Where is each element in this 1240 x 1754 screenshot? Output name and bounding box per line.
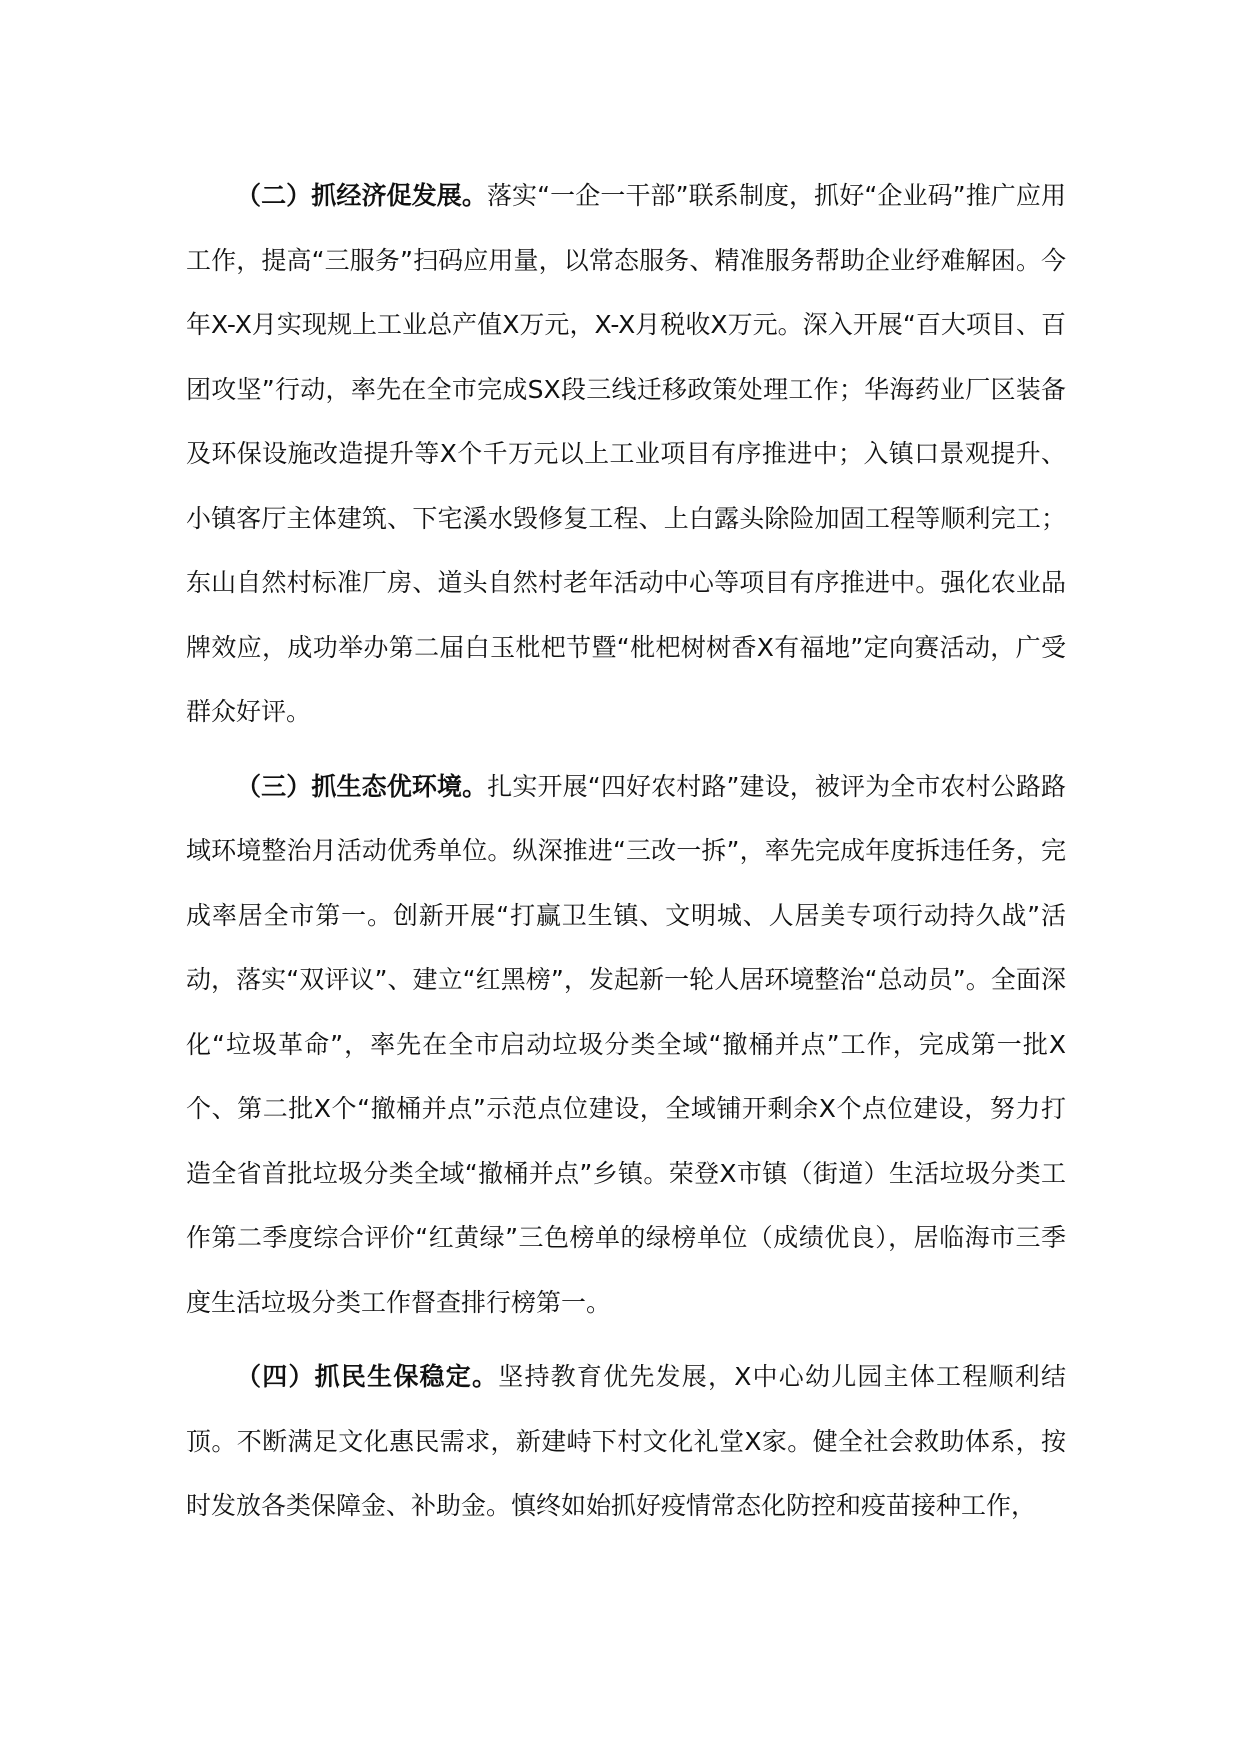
paragraph-text: 落实“一企一干部”联系制度，抓好“企业码”推广应用工作，提高“三服务”扫码应用量，以常态服务、精准服务帮助企业纾难解困。今年X-X月实现规上工业总产值X万元，X-X月税收X万元。深入开展“百大项目、百团攻坚”行动，率先在全市完成SX段三线迁移政策处理工作；华海药业厂区装备及环保设施改造提升等X个千万元以上工业项目有序推进中；入镇口景观提升、小镇客厅主体建筑、下宅溪水毁修复工程、上白露头除险加固工程等顺利完工；东山自然村标准厂房、道头自然村老年活动中心等项目有序推进中。强化农业品牌效应，成功举办第二届白玉枇杷节暨“枇杷树树香X有福地”定向赛活动，广受群众好评。	[186, 181, 1066, 726]
paragraph-livelihood	[186, 1345, 1066, 1539]
document-body	[186, 164, 1066, 1549]
paragraph-text: 坚持教育优先发展，X中心幼儿园主体工程顺利结顶。不断满足文化惠民需求，新建峙下村文化礼堂X家。健全社会救助体系，按时发放各类保障金、补助金。慎终如始抓好疫情常态化防控和疫苗接种工作，	[186, 1362, 1066, 1520]
paragraph-heading: （三）抓生态优环境。	[236, 771, 488, 801]
paragraph-ecology	[186, 755, 1066, 1336]
paragraph-heading: （四）抓民生保稳定。	[236, 1362, 499, 1391]
paragraph-heading: （二）抓经济促发展。	[236, 181, 487, 210]
paragraph-economy	[186, 164, 1066, 745]
paragraph-text: 扎实开展“四好农村路”建设，被评为全市农村公路路域环境整治月活动优秀单位。纵深推进“三改一拆”，率先完成年度拆违任务，完成率居全市第一。创新开展“打赢卫生镇、文明城、人居美专项行动持久战”活动，落实“双评议”、建立“红黑榜”，发起新一轮人居环境整治“总动员”。全面深化“垃圾革命”，率先在全市启动垃圾分类全域“撤桶并点”工作，完成第一批X个、第二批X个“撤桶并点”示范点位建设，全域铺开剩余X个点位建设，努力打造全省首批垃圾分类全域“撤桶并点”乡镇。荣登X市镇（街道）生活垃圾分类工作第二季度综合评价“红黄绿”三色榜单的绿榜单位（成绩优良），居临海市三季度生活垃圾分类工作督查排行榜第一。	[186, 771, 1066, 1317]
